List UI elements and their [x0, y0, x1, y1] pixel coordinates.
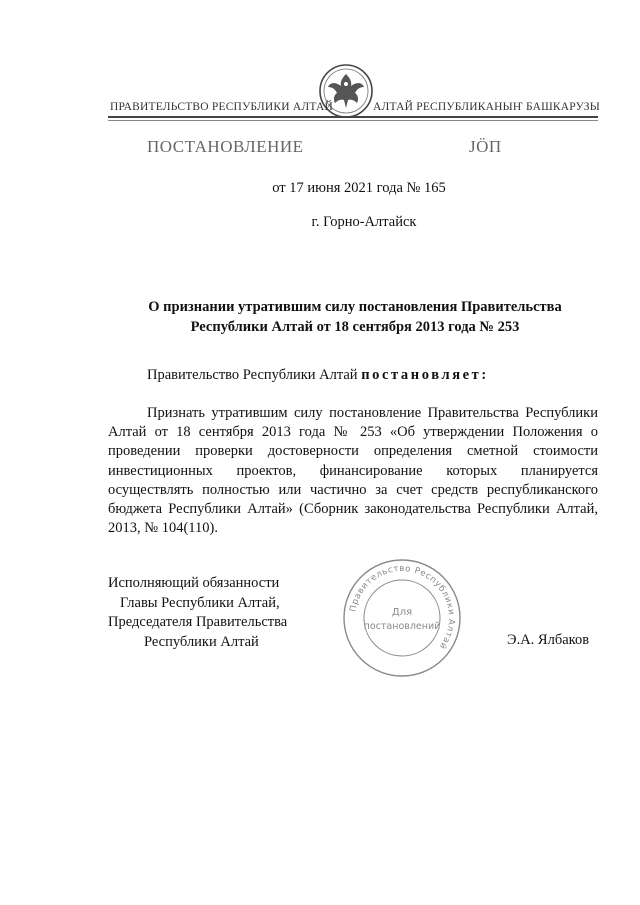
stamp-center-line-1: Для: [391, 607, 413, 618]
official-stamp: [341, 557, 463, 679]
header-government-ru: ПРАВИТЕЛЬСТВО РЕСПУБЛИКИ АЛТАЙ: [110, 101, 334, 113]
header-government-alt: АЛТАЙ РЕСПУБЛИКАНЫҤ БАШКАРУЗЫ: [373, 101, 600, 113]
signatory-title: [108, 574, 287, 652]
signatory-line-1: Исполняющий обязанности: [108, 575, 280, 591]
title-line-1: О признании утратившим силу постановления Правительства: [148, 299, 562, 315]
stamp-ring-text: Правительство Республики Алтай: [348, 563, 457, 651]
header-rule-thick: [108, 116, 598, 118]
decree-prefix: Правительство Республики Алтай: [147, 367, 362, 383]
signatory-line-4: Республики Алтай: [144, 633, 259, 650]
decree-date-number: от 17 июня 2021 года № 165: [272, 180, 446, 196]
city: г. Горно-Алтайск: [311, 214, 417, 230]
signatory-line-2: Главы Республики Алтай,: [120, 594, 280, 611]
doc-type-ru: ПОСТАНОВЛЕНИЕ: [147, 137, 304, 156]
signatory-line-3: Председателя Правительства: [108, 614, 288, 630]
decree-verb: постановляет:: [361, 367, 489, 383]
doc-type-alt: ЈӦП: [469, 137, 502, 156]
document-title: [110, 297, 600, 337]
header-rule-thin: [108, 120, 598, 121]
body-paragraph: Признать утратившим силу постановление Правительства Республики Алтай от 18 сентября 2013 года № 253 «Об утверждении Положения о проведении проверки достоверности определения сметной стоимости инвестиционных проектов, финансирование которых планируется осуществлять полностью или частично за счет средств республиканского бюджета Республики Алтай» (Сборник законодательства Республики Алтай, 2013, № 104(110).: [108, 405, 598, 537]
stamp-center-line-2: постановлений: [363, 621, 441, 632]
signatory-name: Э.А. Ялбаков: [507, 632, 590, 648]
decree-statement: [147, 367, 489, 384]
title-line-2: Республики Алтай от 18 сентября 2013 года № 253: [190, 319, 520, 335]
